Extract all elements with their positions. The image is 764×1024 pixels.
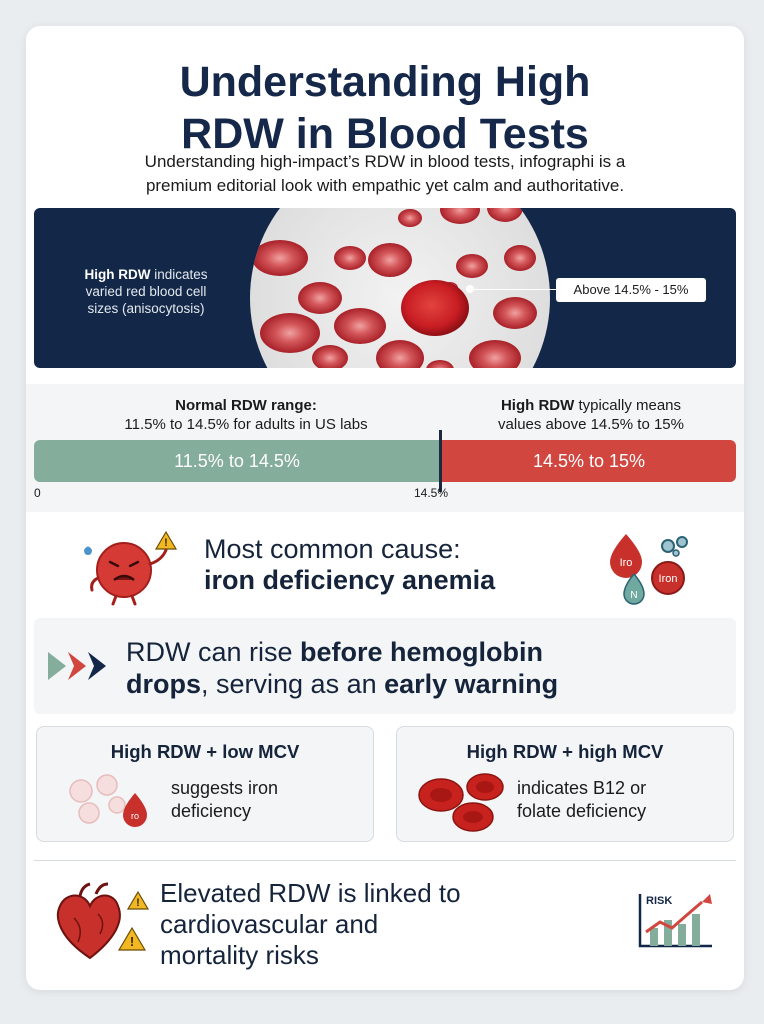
svg-text:!: ! bbox=[129, 934, 135, 949]
high-range-title-bold: High RDW bbox=[500, 397, 575, 414]
iro-badge-label: Iro bbox=[619, 557, 633, 569]
hero-text-line-2: varied red blood cell bbox=[85, 284, 207, 299]
svg-text:!: ! bbox=[164, 537, 168, 549]
title-line-1: Understanding High bbox=[179, 58, 591, 106]
hero-text-line-3: sizes (anisocytosis) bbox=[87, 301, 205, 316]
subtitle bbox=[56, 150, 714, 198]
tick-label-zero: 0 bbox=[34, 486, 41, 500]
normal-range-desc: 11.5% to 14.5% for adults in US labs bbox=[124, 416, 368, 433]
low-mcv-title: High RDW + low MCV bbox=[110, 741, 300, 762]
common-cause-text bbox=[204, 534, 624, 596]
risk-chart-icon bbox=[636, 890, 716, 950]
warning-bold-1: before hemoglobin bbox=[300, 637, 544, 667]
iron-badge-label: Iron bbox=[658, 573, 678, 585]
n-badge-label: N bbox=[630, 590, 638, 601]
hero-callout-label: Above 14.5% - 15% bbox=[556, 278, 706, 302]
risk-line-3: mortality risks bbox=[160, 940, 319, 970]
high-mcv-title: High RDW + high MCV bbox=[466, 741, 664, 762]
high-mcv-desc bbox=[517, 777, 646, 823]
tick-label-mid: 14.5% bbox=[414, 486, 449, 500]
high-mcv-box bbox=[396, 726, 734, 842]
early-warning-text bbox=[126, 636, 726, 700]
risk-text bbox=[160, 878, 620, 971]
low-mcv-desc bbox=[171, 777, 278, 823]
warning-part-2: , serving as an bbox=[201, 669, 385, 699]
low-mcv-badge-label: ro bbox=[130, 811, 140, 821]
hero-text-line-1: indicates bbox=[150, 267, 208, 282]
normal-range-bar: 11.5% to 14.5% bbox=[34, 440, 440, 482]
iron-drops-icon bbox=[606, 526, 706, 606]
high-mcv-desc-line-2: folate deficiency bbox=[517, 801, 647, 821]
svg-text:!: ! bbox=[136, 897, 140, 909]
high-mcv-desc-line-1: indicates B12 or bbox=[517, 778, 647, 798]
warning-bold-3: early warning bbox=[384, 669, 559, 699]
warning-bold-2: drops bbox=[126, 669, 202, 699]
normal-range-title: Normal RDW range: bbox=[175, 397, 317, 414]
rdw-range-section bbox=[26, 384, 744, 512]
high-range-label bbox=[446, 396, 736, 434]
risk-line-2: cardiovascular and bbox=[160, 909, 379, 939]
subtitle-line-2: premium editorial look with empathic yet calm and authoritative. bbox=[145, 176, 625, 195]
warning-part-1: RDW can rise bbox=[126, 637, 301, 667]
cause-line-2: iron deficiency anemia bbox=[204, 565, 496, 595]
callout-pointer-line bbox=[470, 289, 556, 290]
common-cause-section bbox=[26, 520, 744, 620]
heart-warning-icon bbox=[50, 878, 150, 968]
microscope-view-image bbox=[250, 208, 550, 368]
triple-arrow-icon bbox=[46, 646, 116, 686]
low-mcv-desc-line-1: suggests iron bbox=[171, 778, 279, 798]
hero-description bbox=[56, 266, 236, 317]
high-range-desc: values above 14.5% to 15% bbox=[498, 416, 684, 433]
hero-banner bbox=[34, 208, 736, 368]
high-range-bar: 14.5% to 15% bbox=[442, 440, 736, 482]
high-range-title-rest: typically means bbox=[574, 397, 682, 414]
cause-line-1: Most common cause: bbox=[204, 534, 461, 564]
risk-line-1: Elevated RDW is linked to bbox=[160, 878, 461, 908]
subtitle-line-1: Understanding high-impact’s RDW in blood tests, infographi is a bbox=[144, 152, 626, 171]
hero-text-bold: High RDW bbox=[84, 267, 151, 282]
early-warning-section bbox=[34, 618, 736, 714]
page-title bbox=[26, 56, 744, 160]
normal-range-label bbox=[56, 396, 436, 434]
section-divider bbox=[34, 860, 736, 861]
title-line-2: RDW in Blood Tests bbox=[181, 110, 589, 158]
range-divider-marker bbox=[439, 430, 442, 492]
infographic-card bbox=[26, 26, 744, 990]
low-mcv-box bbox=[36, 726, 374, 842]
small-pale-cells-icon bbox=[65, 771, 155, 831]
low-mcv-desc-line-2: deficiency bbox=[171, 801, 252, 821]
risk-chart-label: RISK bbox=[646, 895, 673, 907]
sad-blood-cell-icon bbox=[74, 528, 194, 608]
large-red-cells-icon bbox=[415, 771, 515, 835]
